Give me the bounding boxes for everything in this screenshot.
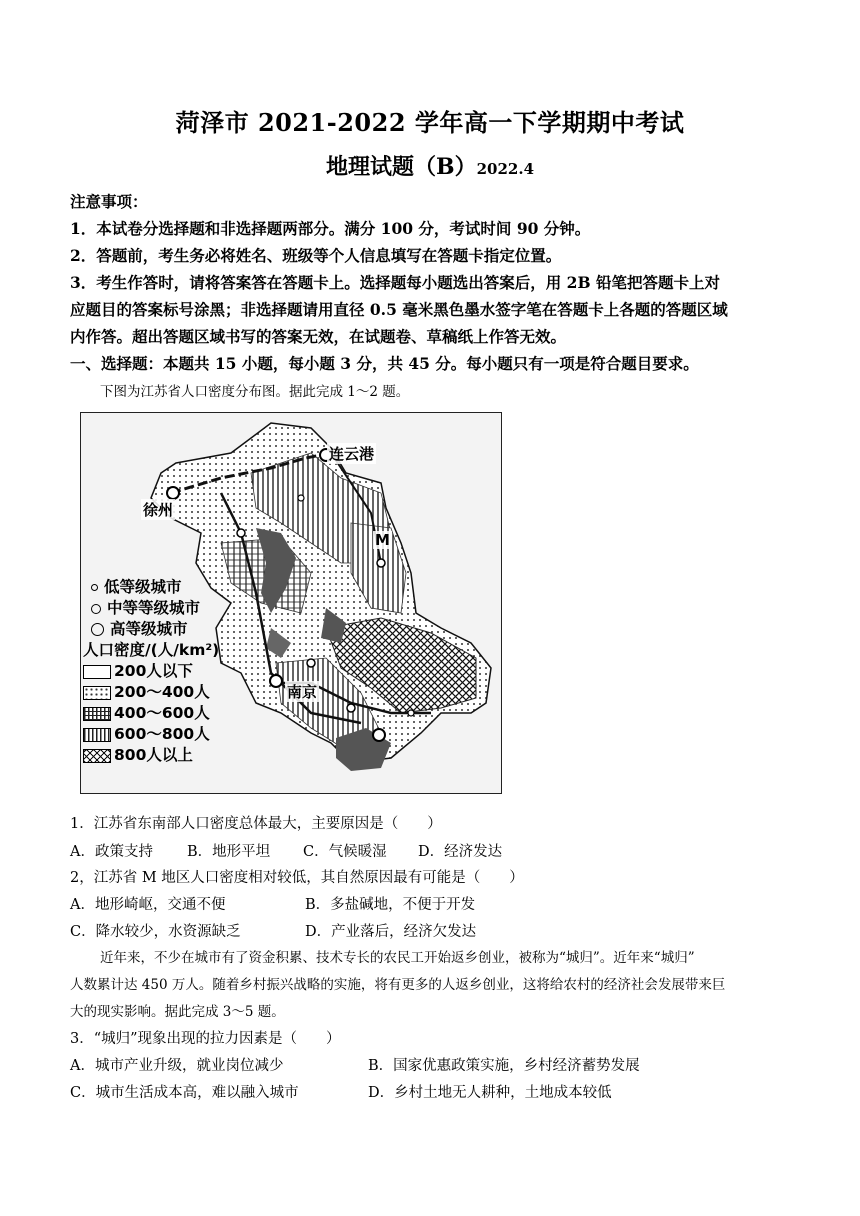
q1-option-d[interactable]: D．经济发达 xyxy=(418,844,503,860)
exam-title: 菏泽市 2021-2022 学年高一下学期期中考试 xyxy=(175,108,685,137)
passage-line: 大的现实影响。据此完成 3～5 题。 xyxy=(70,1004,285,1020)
label-lianyungang: 连云港 xyxy=(329,445,375,463)
q1-option-a[interactable]: A．政策支持 xyxy=(70,844,153,860)
legend-city-mid xyxy=(83,598,219,619)
city-low-icon xyxy=(91,584,98,591)
label-xuzhou: 徐州 xyxy=(143,501,174,519)
q2-option-c[interactable]: C．降水较少，水资源缺乏 xyxy=(70,924,241,940)
q1-option-c[interactable]: C．气候暖湿 xyxy=(303,844,387,860)
legend-label: 200人以下 xyxy=(114,662,193,680)
legend-density-1 xyxy=(83,661,219,682)
legend-label: 200～400人 xyxy=(114,683,210,701)
notice-item: 内作答。超出答题区域书写的答案无效，在试题卷、草稿纸上作答无效。 xyxy=(70,327,567,346)
swatch-vertical-icon xyxy=(83,728,111,742)
q3-option-c[interactable]: C．城市生活成本高，难以融入城市 xyxy=(70,1085,299,1101)
swatch-crosshatch-icon xyxy=(83,749,111,763)
legend-title: 人口密度/(人/km²) xyxy=(83,641,220,659)
legend-label: 400～600人 xyxy=(114,704,210,722)
jiangsu-population-map xyxy=(80,412,502,794)
notice-item: 3．考生作答时，请将答案答在答题卡上。选择题每小题选出答案后，用 2B 铅笔把答题卡上对 xyxy=(70,273,720,292)
legend-label: 800人以上 xyxy=(114,746,193,764)
label-m: M xyxy=(375,531,390,549)
q3-option-b[interactable]: B．国家优惠政策实施，乡村经济蓄势发展 xyxy=(368,1058,640,1074)
q3-option-d[interactable]: D．乡村土地无人耕种，土地成本较低 xyxy=(368,1085,612,1101)
notice-item: 应题目的答案标号涂黑；非选择题请用直径 0.5 毫米黑色墨水签字笔在答题卡上各题的答题区域 xyxy=(70,300,728,319)
legend-density-3 xyxy=(83,703,219,724)
legend-density-4 xyxy=(83,724,219,745)
label-nanjing: 南京 xyxy=(287,683,318,701)
question-1-stem: 1．江苏省东南部人口密度总体最大，主要原因是（ ） xyxy=(70,816,442,832)
swatch-dots-icon xyxy=(83,686,111,700)
passage-line: 人数累计达 450 万人。随着乡村振兴战略的实施，将有更多的人返乡创业，这将给农村的经济社会发展带来巨 xyxy=(70,977,726,993)
passage-line: 近年来，不少在城市有了资金积累、技术专长的农民工开始返乡创业，被称为“城归”。近年来“城归” xyxy=(100,950,695,966)
notice-item: 1．本试卷分选择题和非选择题两部分。满分 100 分，考试时间 90 分钟。 xyxy=(70,219,591,238)
notice-heading: 注意事项： xyxy=(70,192,148,211)
section-heading: 一、选择题：本题共 15 小题，每小题 3 分，共 45 分。每小题只有一项是符合题目要求。 xyxy=(70,354,699,373)
legend-label: 中等等级城市 xyxy=(107,599,201,617)
swatch-blank-icon xyxy=(83,665,111,679)
notice-item: 2．答题前，考生务必将姓名、班级等个人信息填写在答题卡指定位置。 xyxy=(70,246,562,265)
q2-option-a[interactable]: A．地形崎岖，交通不便 xyxy=(70,897,226,913)
q2-option-d[interactable]: D．产业落后，经济欠发达 xyxy=(305,924,477,940)
legend-density-5 xyxy=(83,745,219,766)
q2-option-b[interactable]: B．多盐碱地，不便于开发 xyxy=(305,897,476,913)
exam-subtitle xyxy=(0,150,860,181)
legend-city-high xyxy=(83,619,219,640)
legend-city-low xyxy=(83,577,219,598)
legend-density-title xyxy=(83,640,219,661)
map-legend xyxy=(83,577,219,766)
legend-label: 低等级城市 xyxy=(104,578,182,596)
legend-label: 600～800人 xyxy=(114,725,210,743)
question-3-stem: 3．“城归”现象出现的拉力因素是（ ） xyxy=(70,1031,341,1047)
city-high-icon xyxy=(91,623,104,636)
exam-date: 2022.4 xyxy=(476,160,535,178)
swatch-grid-icon xyxy=(83,707,111,721)
map-intro: 下图为江苏省人口密度分布图。据此完成 1～2 题。 xyxy=(100,384,410,400)
legend-label: 高等级城市 xyxy=(110,620,188,638)
q3-option-a[interactable]: A．城市产业升级，就业岗位减少 xyxy=(70,1058,284,1074)
q1-option-b[interactable]: B．地形平坦 xyxy=(187,844,271,860)
subtitle-text: 地理试题（B） xyxy=(325,154,477,180)
question-2-stem: 2，江苏省 M 地区人口密度相对较低，其自然原因最有可能是（ ） xyxy=(70,870,524,886)
city-mid-icon xyxy=(91,604,101,614)
legend-density-2 xyxy=(83,682,219,703)
